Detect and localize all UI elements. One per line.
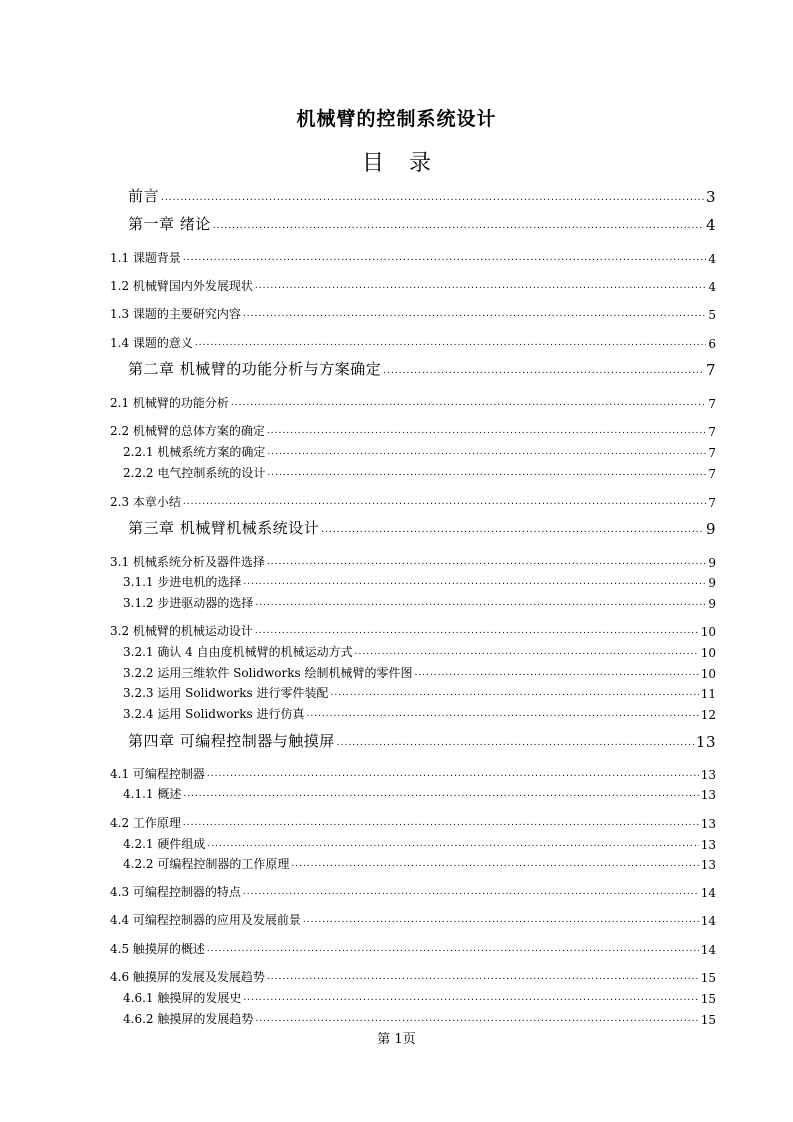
toc-entry-title: 4.6.2 触摸屏的发展趋势 [123,1012,254,1026]
toc-entry-title: 1.3 课题的主要研究内容 [110,307,241,321]
toc-entry-title: 4.1 可编程控制器 [110,767,205,781]
toc-entry-page: 13 [700,817,716,831]
toc-entry-title: 4.2.1 硬件组成 [123,837,206,851]
toc-entry-title: 3.1.1 步进电机的选择 [123,575,242,589]
toc-entry-page: 10 [700,667,716,681]
toc-entry[interactable] [128,186,716,206]
toc-entry-page: 7 [708,496,716,510]
toc-entry-title: 4.2.2 可编程控制器的工作原理 [123,857,290,871]
toc-entry-page: 13 [700,788,716,802]
toc-dot-leader [321,526,704,535]
toc-entry-title: 3.2.4 运用 Solidworks 进行仿真 [123,707,305,721]
toc-entry[interactable] [110,490,716,510]
toc-dot-leader [291,860,698,869]
toc-entry-title: 第四章 可编程控制器与触摸屏 [128,732,335,750]
toc-entry[interactable] [123,440,716,460]
toc-dot-leader [303,916,699,925]
toc-dot-leader [306,710,698,719]
toc-entry-title: 1.2 机械臂国内外发展现状 [110,279,253,293]
toc-entry[interactable] [110,762,716,782]
toc-entry[interactable] [123,640,716,660]
toc-entry-title: 第三章 机械臂机械系统设计 [128,519,320,537]
toc-dot-leader [243,994,698,1003]
toc-dot-leader [207,770,699,779]
toc-entry[interactable] [123,852,716,872]
toc-dot-leader [267,973,699,982]
toc-dot-leader [267,558,706,567]
toc-entry[interactable] [110,419,716,439]
toc-entry-page: 3 [705,188,716,206]
toc-entry[interactable] [123,591,716,611]
toc-entry-title: 3.2.1 确认 4 自由度机械臂的机械运动方式 [123,645,353,659]
toc-dot-leader [161,194,704,203]
toc-entry-title: 4.6 触摸屏的发展及发展趋势 [110,970,265,984]
toc-entry[interactable] [128,518,716,538]
toc-entry-page: 9 [708,556,716,570]
toc-entry-page: 4 [708,252,716,266]
toc-entry[interactable] [128,214,716,234]
toc-dot-leader [195,339,706,348]
toc-entry[interactable] [123,681,716,701]
toc-entry-title: 3.2.3 运用 Solidworks 进行零件装配 [123,686,329,700]
toc-dot-leader [267,448,706,457]
toc-dot-leader [255,599,706,608]
toc-entry-title: 第二章 机械臂的功能分析与方案确定 [128,360,382,378]
toc-entry[interactable] [123,661,716,681]
toc-entry[interactable] [110,550,716,570]
toc-entry-title: 4.4 可编程控制器的应用及发展前景 [110,913,301,927]
toc-dot-leader [183,498,706,507]
toc-dot-leader [207,945,699,954]
toc-dot-leader [255,1015,698,1024]
toc-dot-leader [255,627,699,636]
toc-entry[interactable] [110,937,716,957]
toc-entry-page: 15 [700,971,716,985]
toc-entry-title: 第一章 绪论 [128,215,211,233]
toc-entry-title: 2.2.1 机械系统方案的确定 [123,445,266,459]
toc-dot-leader [231,399,706,408]
toc-entry[interactable] [123,1007,716,1027]
toc-entry-page: 10 [700,646,716,660]
toc-dot-leader [267,469,706,478]
toc-entry-title: 2.2 机械臂的总体方案的确定 [110,424,265,438]
toc-entry-title: 前言 [128,187,160,205]
toc-entry-page: 7 [708,397,716,411]
page-footer: 第 1页 [377,1032,416,1047]
toc-entry[interactable] [128,731,716,751]
toc-entry[interactable] [128,359,716,379]
toc-dot-leader [243,888,699,897]
toc-entry-page: 12 [700,708,716,722]
toc-entry-page: 9 [708,576,716,590]
toc-entry-title: 2.2.2 电气控制系统的设计 [123,466,266,480]
toc-entry-title: 4.1.1 概述 [123,787,182,801]
toc-entry[interactable] [110,274,716,294]
toc-entry[interactable] [110,908,716,928]
toc-entry[interactable] [123,461,716,481]
toc-entry-page: 13 [695,733,716,751]
toc-entry-page: 7 [708,467,716,481]
toc-heading: 目 录 [362,151,431,176]
toc-entry-page: 5 [708,308,716,322]
toc-entry-page: 7 [705,361,716,379]
toc-entry-page: 14 [700,943,716,957]
toc-dot-leader [337,739,694,748]
toc-entry-title: 2.3 本章小结 [110,495,181,509]
toc-entry-page: 11 [700,687,716,701]
toc-entry[interactable] [110,391,716,411]
toc-entry-page: 9 [705,520,716,538]
toc-entry[interactable] [123,832,716,852]
toc-entry-title: 3.2 机械臂的机械运动设计 [110,624,253,638]
toc-entry-page: 13 [700,838,716,852]
toc-dot-leader [267,427,706,436]
toc-entry-page: 15 [700,1013,716,1027]
toc-dot-leader [207,840,698,849]
toc-dot-leader [414,669,698,678]
toc-dot-leader [255,282,706,291]
toc-entry-page: 6 [708,337,716,351]
toc-entry-page: 7 [708,425,716,439]
toc-entry-page: 14 [700,914,716,928]
toc-dot-leader [355,648,699,657]
toc-dot-leader [183,819,699,828]
page-title: 机械臂的控制系统设计 [296,108,497,130]
toc-entry[interactable] [110,619,716,639]
toc-entry[interactable] [110,965,716,985]
toc-entry-title: 4.6.1 触摸屏的发展史 [123,991,242,1005]
toc-entry-page: 9 [708,597,716,611]
toc-entry-title: 4.3 可编程控制器的特点 [110,885,241,899]
toc-entry-page: 7 [708,446,716,460]
toc-dot-leader [383,367,704,376]
toc-entry-page: 14 [700,886,716,900]
toc-dot-leader [330,689,698,698]
toc-entry-title: 3.1 机械系统分析及器件选择 [110,555,265,569]
toc-entry[interactable] [110,331,716,351]
toc-entry[interactable] [123,986,716,1006]
toc-entry[interactable] [110,246,716,266]
toc-entry-page: 13 [700,858,716,872]
toc-dot-leader [243,310,706,319]
toc-entry-title: 3.1.2 步进驱动器的选择 [123,596,254,610]
toc-entry-page: 4 [708,280,716,294]
toc-dot-leader [183,254,706,263]
toc-dot-leader [243,578,706,587]
toc-entry-page: 15 [700,992,716,1006]
toc-entry[interactable] [110,302,716,322]
toc-entry-title: 1.4 课题的意义 [110,336,193,350]
toc-entry[interactable] [123,570,716,590]
toc-entry[interactable] [123,782,716,802]
toc-entry-title: 2.1 机械臂的功能分析 [110,396,229,410]
toc-entry-title: 4.5 触摸屏的概述 [110,942,205,956]
toc-entry-title: 3.2.2 运用三维软件 Solidworks 绘制机械臂的零件图 [123,666,413,680]
toc-dot-leader [213,222,704,231]
toc-entry[interactable] [123,702,716,722]
toc-entry[interactable] [110,811,716,831]
toc-entry-page: 13 [700,768,716,782]
toc-entry[interactable] [110,880,716,900]
toc-entry-title: 4.2 工作原理 [110,816,181,830]
toc-dot-leader [183,790,698,799]
toc-entry-page: 10 [700,625,716,639]
toc-entry-page: 4 [705,216,716,234]
toc-entry-title: 1.1 课题背景 [110,251,181,265]
